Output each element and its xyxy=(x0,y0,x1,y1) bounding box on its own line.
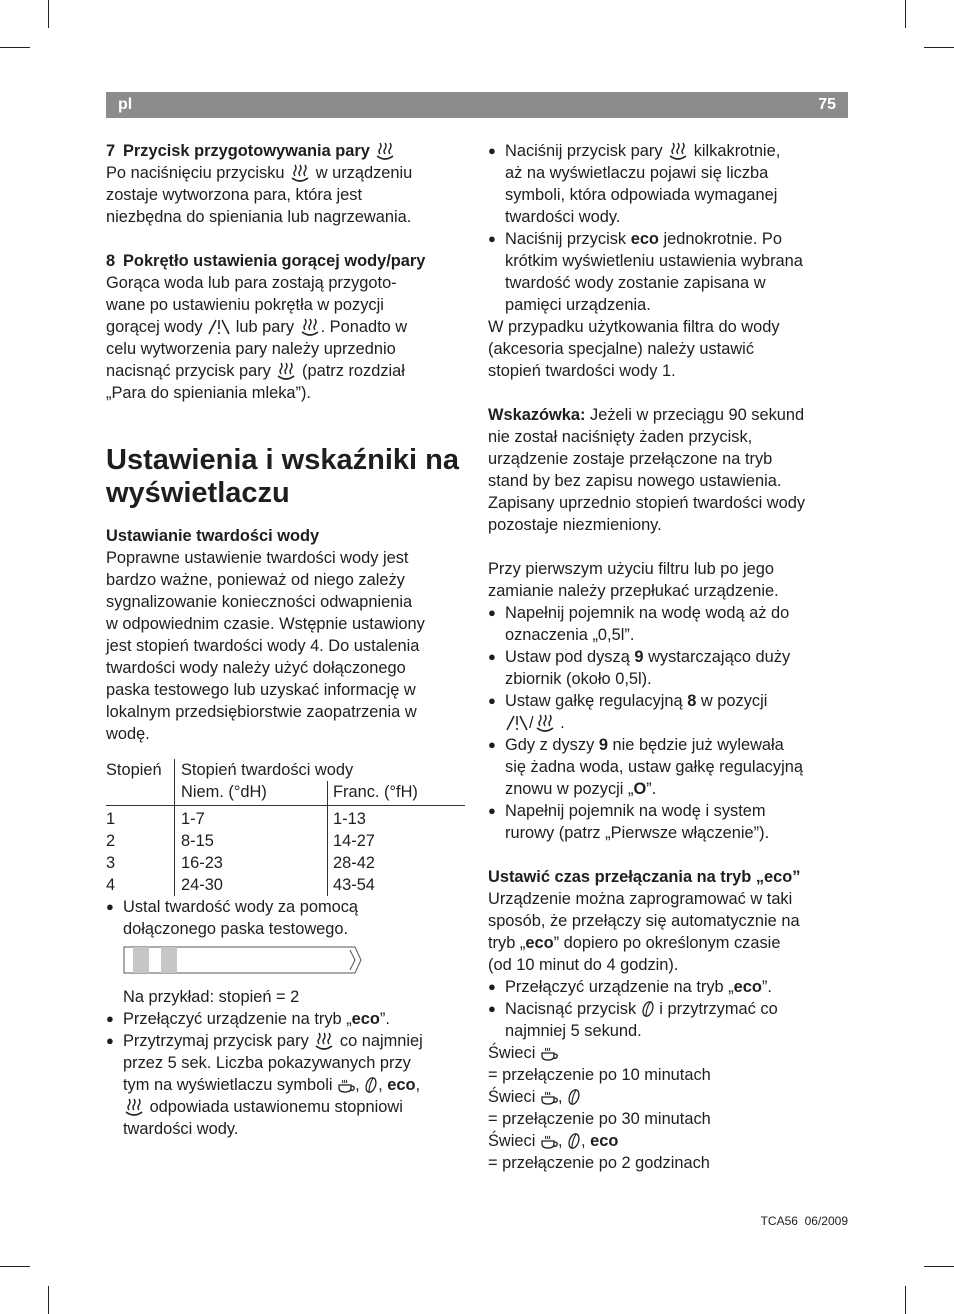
crop-mark xyxy=(0,47,30,48)
table-header: Stopień xyxy=(106,759,175,781)
table-cell: 4 xyxy=(106,874,175,896)
bullet-item: ● Przełączyć urządzenie na tryb „eco”. xyxy=(106,1008,471,1030)
text-line: w odpowiednim czasie. Wstępnie ustawiony xyxy=(106,615,425,633)
steam-icon xyxy=(534,714,556,732)
cup-icon xyxy=(540,1044,558,1062)
subheading: Ustawianie twardości wody xyxy=(106,527,320,545)
main-heading: Ustawienia i wskaźniki na wyświetlaczu xyxy=(106,444,459,509)
edition-date: 06/2009 xyxy=(804,1214,848,1228)
table-row xyxy=(106,806,465,831)
bullet-item: ● Ustal twardość wody za pomocą dołączonego paska testowego. xyxy=(106,896,471,940)
text-line: = przełączenie po 2 godzinach xyxy=(488,1154,710,1172)
text-line: Świeci xyxy=(488,1042,850,1064)
crop-mark xyxy=(48,0,49,28)
text-line: pozostaje niezmieniony. xyxy=(488,516,662,534)
bean-icon xyxy=(364,1076,378,1094)
subheading: Ustawić czas przełączania na tryb „eco” xyxy=(488,868,801,886)
table-cell: 1-7 xyxy=(175,806,328,831)
section-7-title: 7 Przycisk przygotowywania pary xyxy=(106,140,471,162)
text-line: Świeci , xyxy=(488,1086,850,1108)
text-line: stopień twardości wody 1. xyxy=(488,362,676,380)
crop-mark xyxy=(48,1286,49,1314)
text-line: nacisnąć przycisk pary (patrz rozdział xyxy=(106,362,405,380)
crop-mark xyxy=(0,1266,30,1267)
text-line: Po naciśnięciu przycisku w urządzeniu xyxy=(106,164,413,182)
text-line: niezbędna do spieniania lub nagrzewania. xyxy=(106,208,412,226)
steam-icon xyxy=(667,142,689,160)
hot-water-icon xyxy=(207,318,231,336)
steam-icon xyxy=(299,318,321,336)
text-line: zamianie należy przepłukać urządzenie. xyxy=(488,582,779,600)
cup-icon xyxy=(337,1076,355,1094)
table-row xyxy=(106,852,465,874)
table-cell: 8-15 xyxy=(175,830,328,852)
crop-mark xyxy=(905,1286,906,1314)
table-cell: 2 xyxy=(106,830,175,852)
hot-water-icon xyxy=(505,714,529,732)
section-8-title: 8 Pokrętło ustawienia gorącej wody/pary xyxy=(106,252,426,270)
steam-icon xyxy=(313,1032,335,1050)
example-text: Na przykład: stopień = 2 xyxy=(123,988,300,1006)
language-code: pl xyxy=(118,96,133,113)
table-cell: 1-13 xyxy=(333,810,366,828)
bullet-item: ● Ustaw pod dyszą 9 wystarczająco duży zbiornik (około 0,5l). xyxy=(488,646,850,690)
bullet-item: ● Naciśnij przycisk pary kilkakrotnie, aż na wyświetlaczu pojawi się liczba symboli, która odpowiada wymaganej twardości wody. xyxy=(488,140,850,228)
table-cell: 1 xyxy=(106,806,175,831)
bullet-item: ● Nacisnąć przycisk i przytrzymać co najmniej 5 sekund. xyxy=(488,998,850,1042)
steam-icon xyxy=(123,1098,145,1116)
bullet-item: ● Napełnij pojemnik na wodę i system rurowy (patrz „Pierwsze włączenie”). xyxy=(488,800,850,844)
table-header: Niem. (°dH) xyxy=(175,781,328,806)
text-line: nie został naciśnięty żaden przycisk, xyxy=(488,428,753,446)
table-header: Stopień twardości wody xyxy=(181,761,354,779)
text-line: = przełączenie po 10 minutach xyxy=(488,1066,711,1084)
table-cell: 28-42 xyxy=(333,854,375,872)
bullet-item: ● Przytrzymaj przycisk pary co najmniej przez 5 sek. Liczba pokazywanych przy tym na wyświetlaczu symboli , , eco, odpowiada ustawionemu stopniowi twardości wody. xyxy=(106,1030,471,1140)
table-row xyxy=(106,874,465,896)
table-row xyxy=(106,830,465,852)
steam-icon xyxy=(289,164,311,182)
table-cell: 16-23 xyxy=(175,852,328,874)
text-line: sposób, że przełączy się automatycznie na xyxy=(488,912,800,930)
text-line: jest stopień twardości wody 4. Do ustalenia xyxy=(106,637,420,655)
text-line: wodę. xyxy=(106,725,150,743)
text-line: bardzo ważne, ponieważ od niego zależy xyxy=(106,571,405,589)
table-cell: 43-54 xyxy=(333,876,375,894)
text-line: „Para do spieniania mleka”). xyxy=(106,384,311,402)
text-line: gorącej wody lub pary . Ponadto w xyxy=(106,318,408,336)
bean-icon xyxy=(567,1132,581,1150)
header-bar xyxy=(106,92,848,118)
hint: Wskazówka: Jeżeli w przeciągu 90 sekund xyxy=(488,406,805,424)
text-line: Poprawne ustawienie twardości wody jest xyxy=(106,549,409,567)
table-cell: 3 xyxy=(106,852,175,874)
text-line: stand by bez zapisu nowego ustawienia. xyxy=(488,472,782,490)
cup-icon xyxy=(540,1132,558,1150)
text-line: (akcesoria specjalne) należy ustawić xyxy=(488,340,755,358)
footer xyxy=(761,1214,848,1228)
text-line: paska testowego lub uzyskać informację w xyxy=(106,681,416,699)
crop-mark xyxy=(924,1266,954,1267)
test-strip-image xyxy=(123,946,363,974)
bean-icon xyxy=(641,1000,655,1018)
bullet-item: ● Naciśnij przycisk eco jednokrotnie. Po krótkim wyświetleniu ustawienia wybrana twardość wody zostanie zapisana w pamięci urządzenia. xyxy=(488,228,850,316)
bullet-item: ● Ustaw gałkę regulacyjną 8 w pozycji / . xyxy=(488,690,850,734)
text-line: (od 10 minut do 4 godzin). xyxy=(488,956,679,974)
text-line: wane po ustawieniu pokrętła w pozycji xyxy=(106,296,384,314)
text-line: W przypadku użytkowania filtra do wody xyxy=(488,318,780,336)
text-line: lokalnym przedsiębiorstwie zaopatrzenia w xyxy=(106,703,417,721)
bullet-item: ● Gdy z dyszy 9 nie będzie już wylewała się żadna woda, ustaw gałkę regulacyjną znowu w pozycji „O”. xyxy=(488,734,850,800)
text-line: Zapisany uprzednio stopień twardości wody xyxy=(488,494,806,512)
text-line: urządzenie zostaje przełączone na tryb xyxy=(488,450,773,468)
crop-mark xyxy=(905,0,906,28)
text-line: celu wytworzenia pary należy uprzednio xyxy=(106,340,396,358)
model-code: TCA56 xyxy=(760,1214,798,1228)
text-line: Świeci , , eco xyxy=(488,1132,619,1150)
table-cell: 14-27 xyxy=(333,832,375,850)
text-line: = przełączenie po 30 minutach xyxy=(488,1110,711,1128)
text-line: tryb „eco” dopiero po określonym czasie xyxy=(488,934,781,952)
crop-mark xyxy=(924,47,954,48)
bullet-item: ● Przełączyć urządzenie na tryb „eco”. xyxy=(488,976,850,998)
cup-icon xyxy=(540,1088,558,1106)
page-number: 75 xyxy=(818,96,836,113)
table-cell: 24-30 xyxy=(175,874,328,896)
hardness-table xyxy=(106,759,465,896)
text-line: Przy pierwszym użyciu filtru lub po jego xyxy=(488,560,775,578)
bullet-item: ● Napełnij pojemnik na wodę wodą aż do oznaczenia „0,5l”. xyxy=(488,602,850,646)
steam-icon xyxy=(374,142,396,160)
text-line: Gorąca woda lub para zostają przygoto- xyxy=(106,274,397,292)
bean-icon xyxy=(567,1088,581,1106)
left-column xyxy=(106,140,471,1140)
right-column xyxy=(488,140,850,1174)
steam-icon xyxy=(275,362,297,380)
text-line: twardości wody należy użyć dołączonego xyxy=(106,659,406,677)
text-line: Urządzenie można zaprogramować w taki xyxy=(488,890,793,908)
text-line: zostaje wytworzona para, która jest xyxy=(106,186,362,204)
table-header: Franc. (°fH) xyxy=(328,781,466,806)
text-line: sygnalizowanie konieczności odwapnienia xyxy=(106,593,413,611)
